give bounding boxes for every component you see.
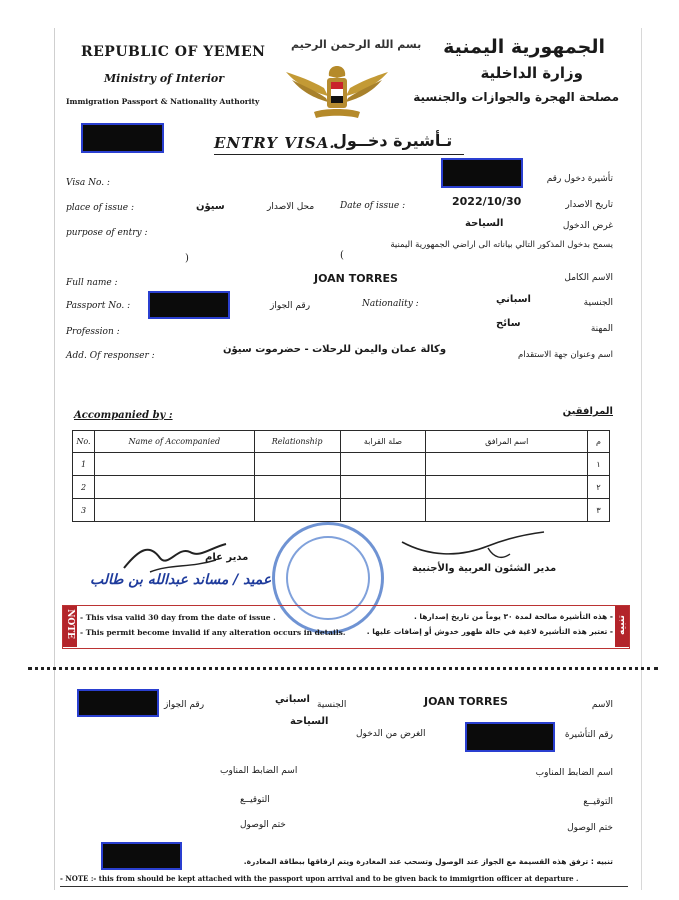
col-relationship-ar: صلة القرابة bbox=[340, 431, 426, 453]
stub-arrival-stamp-label: ختم الوصول bbox=[240, 820, 286, 830]
passport-label-ar: رقم الجواز bbox=[270, 301, 311, 311]
col-no-ar: م bbox=[588, 431, 610, 453]
stub-note-ar: تنبيه : ترفق هذه القسيمة مع الجواز عند الوصول وتسحب عند المغادرة ويتم ارفاقها ببطاقة المغادرة. bbox=[243, 857, 613, 866]
notice-line2-ar: - تعتبر هذه التأشيرة لاغية في حالة ظهور خدوش أو إضافات عليها . bbox=[366, 627, 613, 636]
responser-value: وكالة عمان واليمن للرحلات - حضرموت سيؤن bbox=[223, 344, 447, 355]
notice-line1-en: - This visa valid 30 day from the date of issue . bbox=[80, 613, 276, 622]
row-cell bbox=[94, 499, 254, 522]
left-signatory-title: مدير عام bbox=[205, 552, 249, 563]
row-no: 3 bbox=[73, 499, 95, 522]
profession-label-ar: المهنة bbox=[590, 324, 613, 334]
place-of-issue-label-en: place of issue : bbox=[66, 203, 134, 213]
row-cell bbox=[426, 499, 588, 522]
date-of-issue-label-ar: تاريخ الاصدار bbox=[565, 200, 613, 210]
redacted-passport-number bbox=[148, 291, 230, 319]
col-no: No. bbox=[73, 431, 95, 453]
accompanied-table bbox=[72, 430, 610, 522]
authority-ar: مصلحة الهجرة والجوازات والجنسية bbox=[413, 90, 619, 104]
col-name-accompanied: Name of Accompanied bbox=[94, 431, 254, 453]
country-en: REPUBLIC OF YEMEN bbox=[81, 44, 266, 60]
row-cell bbox=[426, 476, 588, 499]
accompanied-title-en: Accompanied by : bbox=[74, 410, 173, 421]
nationality-label-en: Nationality : bbox=[362, 299, 419, 309]
col-name-accompanied-ar: اسم المرافق bbox=[426, 431, 588, 453]
left-signatory-name: عميد / مساند عبدالله بن طالب bbox=[90, 572, 272, 588]
nationality-label-ar: الجنسية bbox=[583, 298, 613, 308]
ministry-ar: وزارة الداخلية bbox=[480, 64, 583, 82]
row-cell bbox=[94, 453, 254, 476]
notice-label-en-tab bbox=[63, 606, 77, 647]
table-row bbox=[73, 453, 610, 476]
notice-line1-ar: - هذه التأشيرة صالحة لمدة ٣٠ يوماً من تاريخ إصدارها . bbox=[413, 612, 613, 621]
stub-passport-label: رقم الجواز bbox=[164, 700, 205, 710]
title-underline bbox=[214, 154, 464, 155]
responser-label-ar: اسم وعنوان جهة الاستقدام bbox=[518, 350, 613, 360]
stub-name-label: الاسم bbox=[591, 700, 613, 710]
permit-text-ar: يسمح بدخول المذكور التالي بياناته الى اراضي الجمهورية اليمنية bbox=[390, 240, 613, 250]
perforation-line bbox=[28, 667, 658, 670]
accompanied-table-header bbox=[73, 431, 610, 453]
basmala-calligraphy: بسم الله الرحمن الرحيم bbox=[291, 38, 422, 51]
bottom-rule bbox=[60, 886, 628, 887]
paren-close: ) bbox=[185, 253, 189, 264]
redacted-block bbox=[81, 123, 164, 153]
purpose-label-ar: غرض الدخول bbox=[562, 221, 613, 231]
row-no: 2 bbox=[73, 476, 95, 499]
yemen-eagle-emblem-icon bbox=[284, 62, 390, 124]
row-no: 1 bbox=[73, 453, 95, 476]
stub-note-en: - NOTE :- this from should be kept attached with the passport upon arrival and to be given back to immigrtion officer at departure . bbox=[60, 874, 579, 883]
col-relationship: Relationship bbox=[254, 431, 340, 453]
notice-label-en: NOTE bbox=[65, 609, 75, 639]
place-of-issue-label-ar: محل الاصدار bbox=[267, 202, 315, 212]
table-row bbox=[73, 499, 610, 522]
stub-purpose-label: الغرض من الدخول bbox=[356, 729, 426, 739]
stub-nationality-label: الجنسية bbox=[317, 700, 347, 710]
row-cell bbox=[254, 499, 340, 522]
purpose-label-en: purpose of entry : bbox=[66, 228, 148, 238]
notice-line2-en: - This permit become invalid if any alteration occurs in details. bbox=[80, 628, 346, 637]
stub-departure-stamp-label: ختم الوصول bbox=[567, 823, 613, 833]
stub-visa-no-label: رقم التأشيرة bbox=[564, 730, 613, 740]
ministry-en: Ministry of Interior bbox=[104, 72, 225, 85]
place-of-issue-value: سيؤن bbox=[196, 201, 225, 212]
row-no-ar: ٢ bbox=[588, 476, 610, 499]
stub-nationality-value: اسباني bbox=[275, 694, 310, 705]
profession-value: سائح bbox=[496, 318, 521, 329]
passport-label-en: Passport No. : bbox=[66, 301, 131, 311]
row-cell bbox=[340, 453, 426, 476]
stub-officer-label: اسم الضابط المناوب bbox=[220, 766, 298, 776]
row-cell bbox=[340, 499, 426, 522]
redacted-stub-passport bbox=[77, 689, 159, 717]
visa-no-label-en: Visa No. : bbox=[66, 178, 110, 188]
accompanied-title-ar: المرافقين bbox=[562, 406, 613, 417]
full-name-value: JOAN TORRES bbox=[314, 272, 398, 285]
stub-name-value: JOAN TORRES bbox=[424, 695, 508, 708]
profession-label-en: Profession : bbox=[66, 327, 120, 337]
country-ar: الجمهورية اليمنية bbox=[443, 36, 605, 58]
paren-open: ( bbox=[340, 250, 344, 261]
row-cell bbox=[254, 453, 340, 476]
date-of-issue-label-en: Date of issue : bbox=[340, 201, 406, 211]
notice-label-ar-tab bbox=[615, 606, 629, 647]
row-cell bbox=[254, 476, 340, 499]
full-name-label-ar: الاسم الكامل bbox=[564, 273, 613, 283]
redacted-bottom-block bbox=[101, 842, 182, 870]
row-cell bbox=[426, 453, 588, 476]
row-cell bbox=[94, 476, 254, 499]
row-no-ar: ٣ bbox=[588, 499, 610, 522]
date-of-issue-value: 2022/10/30 bbox=[452, 195, 522, 208]
title-en: ENTRY VISA. bbox=[214, 134, 336, 152]
redacted-stub-visa bbox=[465, 722, 555, 752]
full-name-label-en: Full name : bbox=[66, 278, 118, 288]
redacted-visa-number bbox=[441, 158, 523, 188]
nationality-value: اسباني bbox=[496, 294, 531, 305]
title-ar: تـأشيرة دخــول bbox=[333, 131, 453, 150]
right-signature-icon bbox=[398, 528, 548, 564]
right-signatory-title: مدير الشئون العربية والأجنبية bbox=[412, 563, 557, 574]
notice-label-ar: تنبيه bbox=[617, 615, 627, 635]
authority-en: Immigration Passport & Nationality Authority bbox=[66, 97, 260, 106]
table-row bbox=[73, 476, 610, 499]
visa-no-label-ar: تأشيرة دخول رقم bbox=[546, 174, 613, 184]
stub-purpose-value: السياحة bbox=[290, 716, 329, 727]
row-cell bbox=[340, 476, 426, 499]
stub-signature-label: التوقيــع bbox=[240, 795, 270, 805]
stub-officer2-label: اسم الضابط المناوب bbox=[535, 768, 613, 778]
responser-label-en: Add. Of responser : bbox=[66, 351, 155, 361]
purpose-value: السياحة bbox=[465, 218, 504, 229]
row-no-ar: ١ bbox=[588, 453, 610, 476]
stub-signature2-label: التوقيــع bbox=[583, 797, 613, 807]
